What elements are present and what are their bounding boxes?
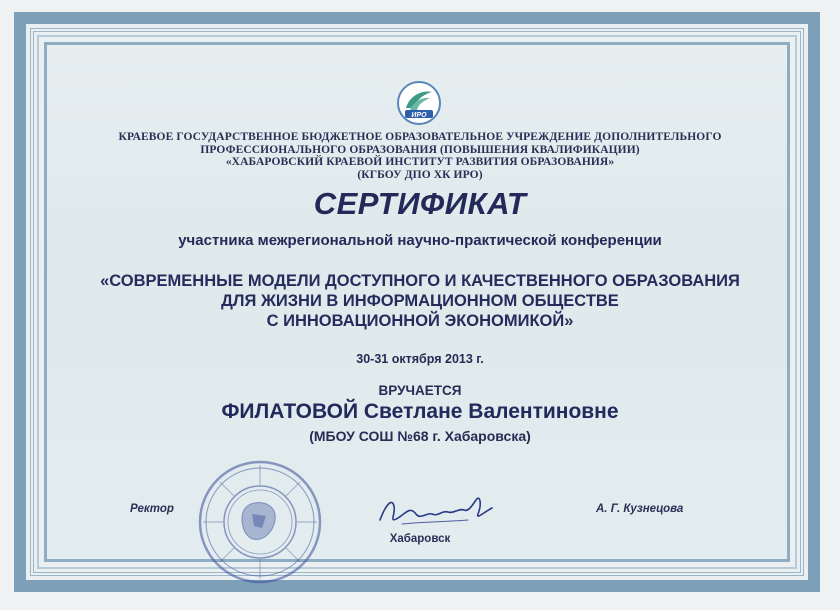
institution-line: ПРОФЕССИОНАЛЬНОГО ОБРАЗОВАНИЯ (ПОВЫШЕНИЯ КВАЛИФИКАЦИИ) (200, 143, 640, 156)
conference-date: 30-31 октября 2013 г. (356, 352, 484, 366)
conference-line: С ИННОВАЦИОННОЙ ЭКОНОМИКОЙ» (266, 312, 574, 330)
institution-name (80, 131, 760, 181)
signatory-name: А. Г. Кузнецова (596, 503, 684, 515)
recipient-organization: (МБОУ СОШ №68 г. Хабаровска) (309, 428, 531, 444)
conference-name (50, 271, 790, 331)
institution-line: КРАЕВОЕ ГОСУДАРСТВЕННОЕ БЮДЖЕТНОЕ ОБРАЗОВАТЕЛЬНОЕ УЧРЕЖДЕНИЕ ДОПОЛНИТЕЛЬНОГО (118, 131, 722, 143)
handwritten-signature-icon (372, 484, 500, 536)
institution-line: «ХАБАРОВСКИЙ КРАЕВОЙ ИНСТИТУТ РАЗВИТИЯ ОБРАЗОВАНИЯ» (225, 156, 615, 168)
svg-text:ИРО: ИРО (411, 112, 427, 119)
official-seal-icon (196, 458, 324, 586)
conference-line: ДЛЯ ЖИЗНИ В ИНФОРМАЦИОННОМ ОБЩЕСТВЕ (221, 292, 619, 310)
signatory-role: Ректор (130, 503, 174, 515)
awarded-label: ВРУЧАЕТСЯ (378, 383, 462, 398)
certificate-subtitle: участника межрегиональной научно-практической конференции (178, 232, 662, 249)
iro-logo-icon (396, 80, 442, 126)
issue-city: Хабаровск (389, 533, 451, 545)
certificate-title: СЕРТИФИКАТ (313, 186, 527, 221)
institution-line: (КГБОУ ДПО ХК ИРО) (357, 168, 483, 181)
recipient-name: ФИЛАТОВОЙ Светлане Валентиновне (221, 400, 619, 423)
conference-line: «СОВРЕМЕННЫЕ МОДЕЛИ ДОСТУПНОГО И КАЧЕСТВЕННОГО ОБРАЗОВАНИЯ (100, 272, 740, 290)
